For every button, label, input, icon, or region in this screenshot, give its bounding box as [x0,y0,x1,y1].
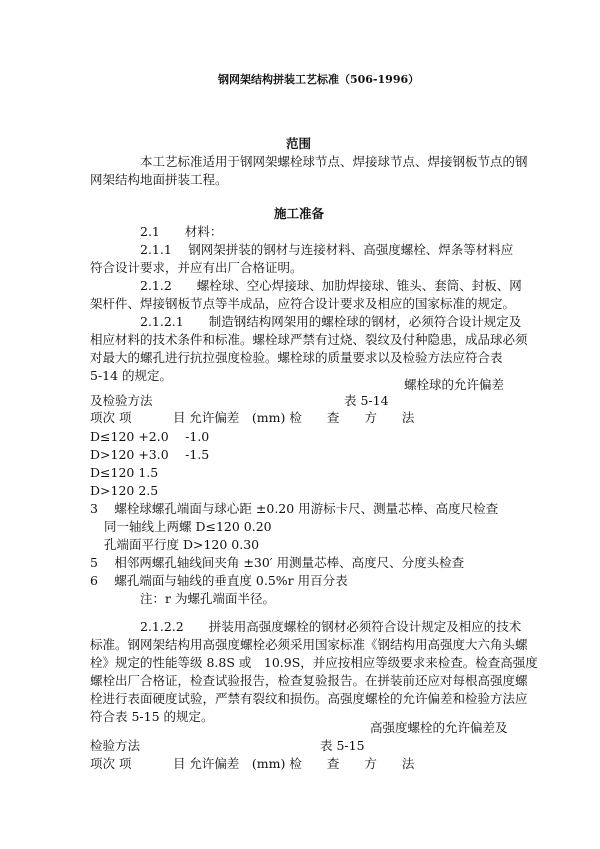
paragraph-line: 架杆件、焊接钢板节点等半成品，应符合设计要求及相应的国家标准的规定。 [90,296,516,311]
paragraph-line: 栓进行表面硬度试验，严禁有裂纹和损伤。高强度螺栓的允许偏差和检验方法应 [90,691,528,706]
paragraph-line: 对最大的螺孔进行抗拉强度检验。螺栓球的质量要求以及检验方法应符合表 [90,350,503,365]
paragraph-line: 本工艺标准适用于钢网架螺栓球节点、焊接球节点、焊接钢板节点的钢 [140,154,528,169]
table-caption: 检验方法 [90,738,141,753]
paragraph-line: 螺栓出厂合格证，检查试验报告，检查复验报告。在拼装前还应对每根高强度螺 [90,673,528,688]
table-row: 同一轴线上两螺 D≤120 0.20 [104,519,272,534]
section-heading-preparation: 施工准备 [274,206,325,221]
table-row: D>120 2.5 [90,483,159,498]
paragraph-line: 符合表 5-15 的规定。 [90,709,214,724]
table-caption: 高强度螺栓的允许偏差及 [370,720,508,735]
table-note: 注：r 为螺孔端面半径。 [140,591,275,606]
paragraph-line: 5-14 的规定。 [90,368,173,383]
paragraph-line: 网架结构地面拼装工程。 [90,172,228,187]
table-header: 项次 项 目 允许偏差 (mm) 检 查 方 法 [90,756,415,771]
table-row: D≤120 +2.0 -1.0 [90,429,210,444]
table-header: 项次 项 目 允许偏差 (mm) 检 查 方 法 [90,410,415,425]
table-row: D≤120 1.5 [90,465,159,480]
table-row: 5 相邻两螺孔轴线间夹角 ±30′ 用测量芯棒、高度尺、分度头检查 [90,555,465,570]
paragraph-line: 标准。钢网架结构用高强度螺栓必须采用国家标准《钢结构用高强度大六角头螺 [90,637,528,652]
table-row: D>120 +3.0 -1.5 [90,447,210,462]
clause-2-1: 2.1 材料： [140,224,223,239]
clause-2-1-2-2: 2.1.2.2 拼装用高强度螺栓的钢材必须符合设计规定及相应的技术 [140,619,522,634]
clause-2-1-1: 2.1.1 钢网架拼装的钢材与连接材料、高强度螺栓、焊条等材料应 [140,242,514,257]
page-title: 钢网架结构拼装工艺标准（506-1996） [218,73,420,86]
paragraph-line: 相应材料的技术条件和标准。螺栓球严禁有过烧、裂纹及付种隐患，成品球必须 [90,332,528,347]
clause-2-1-2: 2.1.2 螺栓球、空心焊接球、加肋焊接球、锥头、套筒、封板、网 [140,278,522,293]
paragraph-line: 符合设计要求，并应有出厂合格证明。 [90,260,303,275]
section-heading-scope: 范围 [286,136,312,151]
clause-2-1-2-1: 2.1.2.1 制造钢结构网架用的螺栓球的钢材，必须符合设计规定及 [140,314,522,329]
table-row: 3 螺栓球螺孔端面与球心距 ±0.20 用游标卡尺、测量芯棒、高度尺检查 [90,501,499,516]
table-number: 表 5-14 [344,393,389,408]
table-row: 6 螺孔端面与轴线的垂直度 0.5%r 用百分表 [90,573,348,588]
table-number: 表 5-15 [320,738,365,753]
table-row: 孔端面平行度 D>120 0.30 [104,537,260,552]
paragraph-line: 栓》规定的性能等级 8.8S 或 10.9S，并应按相应等级要求来检查。检查高强度 [90,655,538,670]
table-caption: 螺栓球的允许偏差 [404,377,505,392]
table-caption: 及检验方法 [90,393,153,408]
